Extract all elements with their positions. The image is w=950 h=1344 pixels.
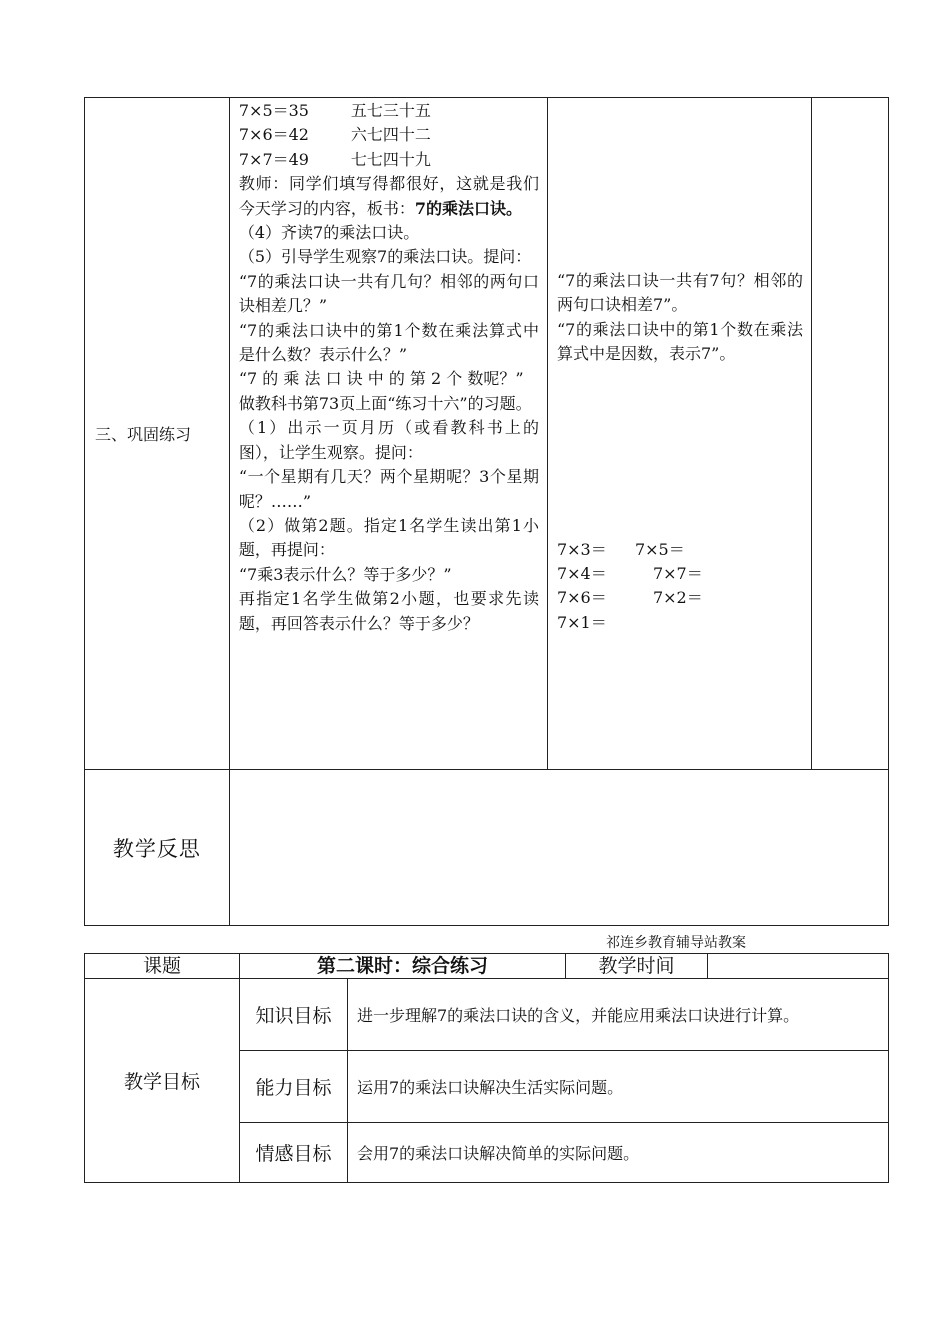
goal-text: 进一步理解7的乘法口诀的含义，并能应用乘法口诀进行计算。 xyxy=(348,979,889,1051)
spacer xyxy=(557,98,803,269)
goal-text: 运用7的乘法口诀解决生活实际问题。 xyxy=(348,1051,889,1123)
goals-label: 教学目标 xyxy=(85,979,240,1183)
note-cell xyxy=(812,98,889,770)
formula-line: 7×6＝42 六七四十二 xyxy=(238,125,431,145)
exercise-list xyxy=(557,538,803,636)
practice-assignment: 做教科书第73页上面“练习十六”的习题。 xyxy=(238,393,532,413)
stage-cell xyxy=(85,98,230,770)
teacher-activity-cell xyxy=(229,98,547,770)
formula-line: 7×7＝49 七七四十九 xyxy=(238,149,431,169)
question-2: “7的乘法口诀中的第1个数在乘法算式中是什么数？表示什么？” xyxy=(238,320,539,365)
stage-label: 三、巩固练习 xyxy=(95,425,192,444)
lesson-process-table xyxy=(84,97,889,926)
reflection-label-cell xyxy=(85,770,230,926)
exercise-line: 7×4＝ 7×7＝ xyxy=(556,564,703,584)
time-value xyxy=(708,954,889,979)
formula-line: 7×5＝35 五七三十五 xyxy=(238,101,431,120)
multiplication-table-lines xyxy=(239,99,539,172)
goal-label: 情感目标 xyxy=(240,1123,348,1183)
question-3: “7 的 乘 法 口 诀 中 的 第 2 个 数呢？” xyxy=(238,369,524,389)
exercise-line: 7×1＝ xyxy=(556,612,607,632)
topic-label: 课题 xyxy=(85,954,240,979)
teacher-paragraph: 教师：同学们填写得都很好，这就是我们今天学习的内容，板书：7的乘法口诀。 xyxy=(238,174,539,218)
document-source-note: 祁连乡教育辅导站教案 xyxy=(606,935,746,951)
exercise-2: （2）做第2题。指定1名学生读出第1小题，再提问： xyxy=(238,515,539,560)
exercise-line: 7×6＝ 7×2＝ xyxy=(556,588,703,608)
time-label: 教学时间 xyxy=(566,954,708,979)
exercise-2-question: “7乘3表示什么？等于多少？” xyxy=(238,564,452,584)
topic-value: 第二课时：综合练习 xyxy=(240,954,566,979)
spacer xyxy=(557,367,803,538)
reflection-content-cell xyxy=(229,770,888,926)
student-answer-1: “7的乘法口诀一共有7句？相邻的两句口诀相差7”。 xyxy=(556,271,804,315)
exercise-line: 7×3＝ 7×5＝ xyxy=(556,539,685,559)
reflection-label: 教学反思 xyxy=(112,836,201,861)
reflection-row xyxy=(85,770,889,926)
exercise-2-followup: 再指定1名学生做第2小题，也要求先读题，再回答表示什么？等于多少？ xyxy=(238,589,539,633)
exercise-1: （1）出示一页月历（或看教科书上的图），让学生观察。提问： xyxy=(238,418,539,462)
goal-row xyxy=(85,979,889,1051)
board-writing: 7的乘法口诀。 xyxy=(414,198,523,218)
question-1: “7的乘法口诀一共有几句？相邻的两句口诀相差几？” xyxy=(238,271,539,316)
step-4: （4）齐读7的乘法口诀。 xyxy=(238,223,420,243)
goal-label: 知识目标 xyxy=(240,979,348,1051)
practice-row xyxy=(85,98,889,770)
topic-row xyxy=(85,954,889,979)
student-answer-2: “7的乘法口诀中的第1个数在乘法算式中是因数，表示7”。 xyxy=(556,319,804,364)
lesson-header-table xyxy=(84,953,889,1183)
goal-text: 会用7的乘法口诀解决简单的实际问题。 xyxy=(348,1123,889,1183)
goal-label: 能力目标 xyxy=(240,1051,348,1123)
exercise-1-question: “一个星期有几天？两个星期呢？3个星期呢？……” xyxy=(238,467,539,511)
student-activity-cell xyxy=(547,98,811,770)
step-5: （5）引导学生观察7的乘法口诀。提问： xyxy=(238,247,532,267)
